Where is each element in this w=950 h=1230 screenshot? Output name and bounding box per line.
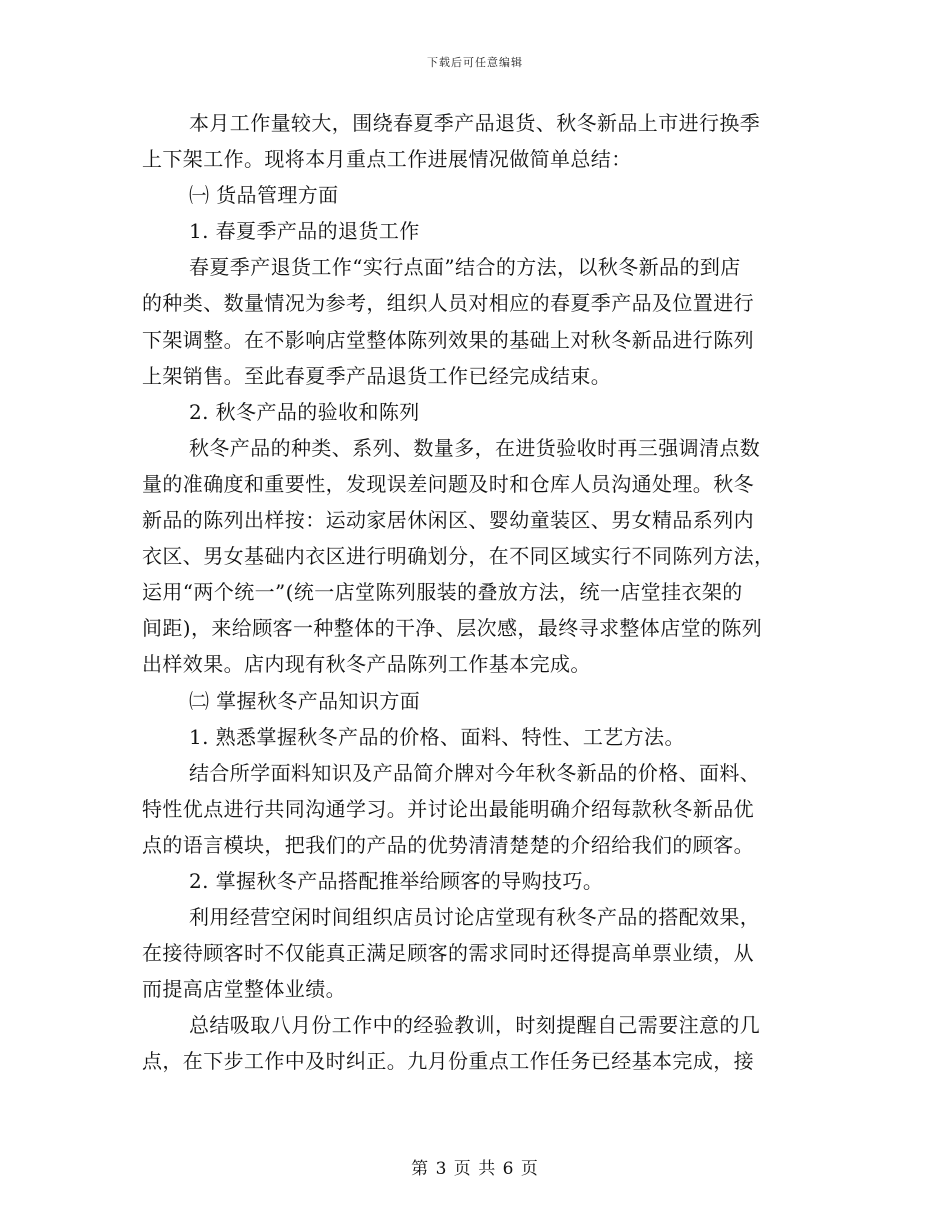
subsection-heading: 1. 熟悉掌握秋冬产品的价格、面料、特性、工艺方法。 bbox=[189, 724, 685, 749]
paragraph-line: 而提高店堂整体业绩。 bbox=[142, 977, 346, 1002]
paragraph-line: 新品的陈列出样按：运动家居休闲区、婴幼童装区、男女精品系列内 bbox=[142, 508, 754, 533]
paragraph-line: 上架销售。至此春夏季产品退货工作已经完成结束。 bbox=[142, 363, 612, 388]
page-number: 第 3 页 共 6 页 bbox=[411, 1159, 539, 1179]
paragraph-line: 春夏季产退货工作“实行点面”结合的方法，以秋冬新品的到店 bbox=[189, 255, 741, 280]
paragraph-line: 出样效果。店内现有秋冬产品陈列工作基本完成。 bbox=[142, 652, 591, 677]
page-header: 下载后可任意编辑 bbox=[427, 56, 523, 69]
paragraph-line: 运用“两个统一”(统一店堂陈列服装的叠放方法，统一店堂挂衣架的 bbox=[142, 580, 743, 605]
paragraph-line: 间距)，来给顾客一种整体的干净、层次感，最终寻求整体店堂的陈列 bbox=[142, 616, 763, 641]
paragraph-line: 结合所学面料知识及产品简介牌对今年秋冬新品的价格、面料、 bbox=[189, 760, 761, 785]
paragraph-line: 衣区、男女基础内衣区进行明确划分，在不同区域实行不同陈列方法， bbox=[142, 544, 775, 569]
subsection-heading: 1. 春夏季产品的退货工作 bbox=[189, 219, 420, 244]
paragraph-line: 量的准确度和重要性，发现误差问题及时和仓库人员沟通处理。秋冬 bbox=[142, 471, 754, 496]
paragraph-line: 特性优点进行共同沟通学习。并讨论出最能明确介绍每款秋冬新品优 bbox=[142, 796, 754, 821]
paragraph-line: 总结吸取八月份工作中的经验教训，时刻提醒自己需要注意的几 bbox=[189, 1013, 761, 1038]
paragraph-line: 点，在下步工作中及时纠正。九月份重点工作任务已经基本完成，接 bbox=[142, 1049, 754, 1074]
paragraph-line: 下架调整。在不影响店堂整体陈列效果的基础上对秋冬新品进行陈列 bbox=[142, 327, 754, 352]
subsection-heading: 2. 秋冬产品的验收和陈列 bbox=[189, 399, 420, 424]
paragraph-line: 在接待顾客时不仅能真正满足顾客的需求同时还得提高单票业绩，从 bbox=[142, 941, 754, 966]
paragraph-line: 点的语言模块，把我们的产品的优势清清楚楚的介绍给我们的顾客。 bbox=[142, 832, 754, 857]
paragraph-line: 秋冬产品的种类、系列、数量多，在进货验收时再三强调清点数 bbox=[189, 435, 761, 460]
paragraph-line: 本月工作量较大，围绕春夏季产品退货、秋冬新品上市进行换季 bbox=[189, 111, 761, 135]
paragraph-line: 上下架工作。现将本月重点工作进展情况做简单总结： bbox=[142, 147, 632, 172]
paragraph-line: 的种类、数量情况为参考，组织人员对相应的春夏季产品及位置进行 bbox=[142, 291, 754, 316]
subsection-heading: 2. 掌握秋冬产品搭配推举给顾客的导购技巧。 bbox=[189, 868, 604, 893]
paragraph-line: 利用经营空闲时间组织店员讨论店堂现有秋冬产品的搭配效果， bbox=[189, 905, 761, 930]
section-heading: ㈠ 货品管理方面 bbox=[189, 183, 339, 208]
section-heading: ㈡ 掌握秋冬产品知识方面 bbox=[189, 688, 421, 713]
document-body bbox=[142, 105, 812, 1080]
